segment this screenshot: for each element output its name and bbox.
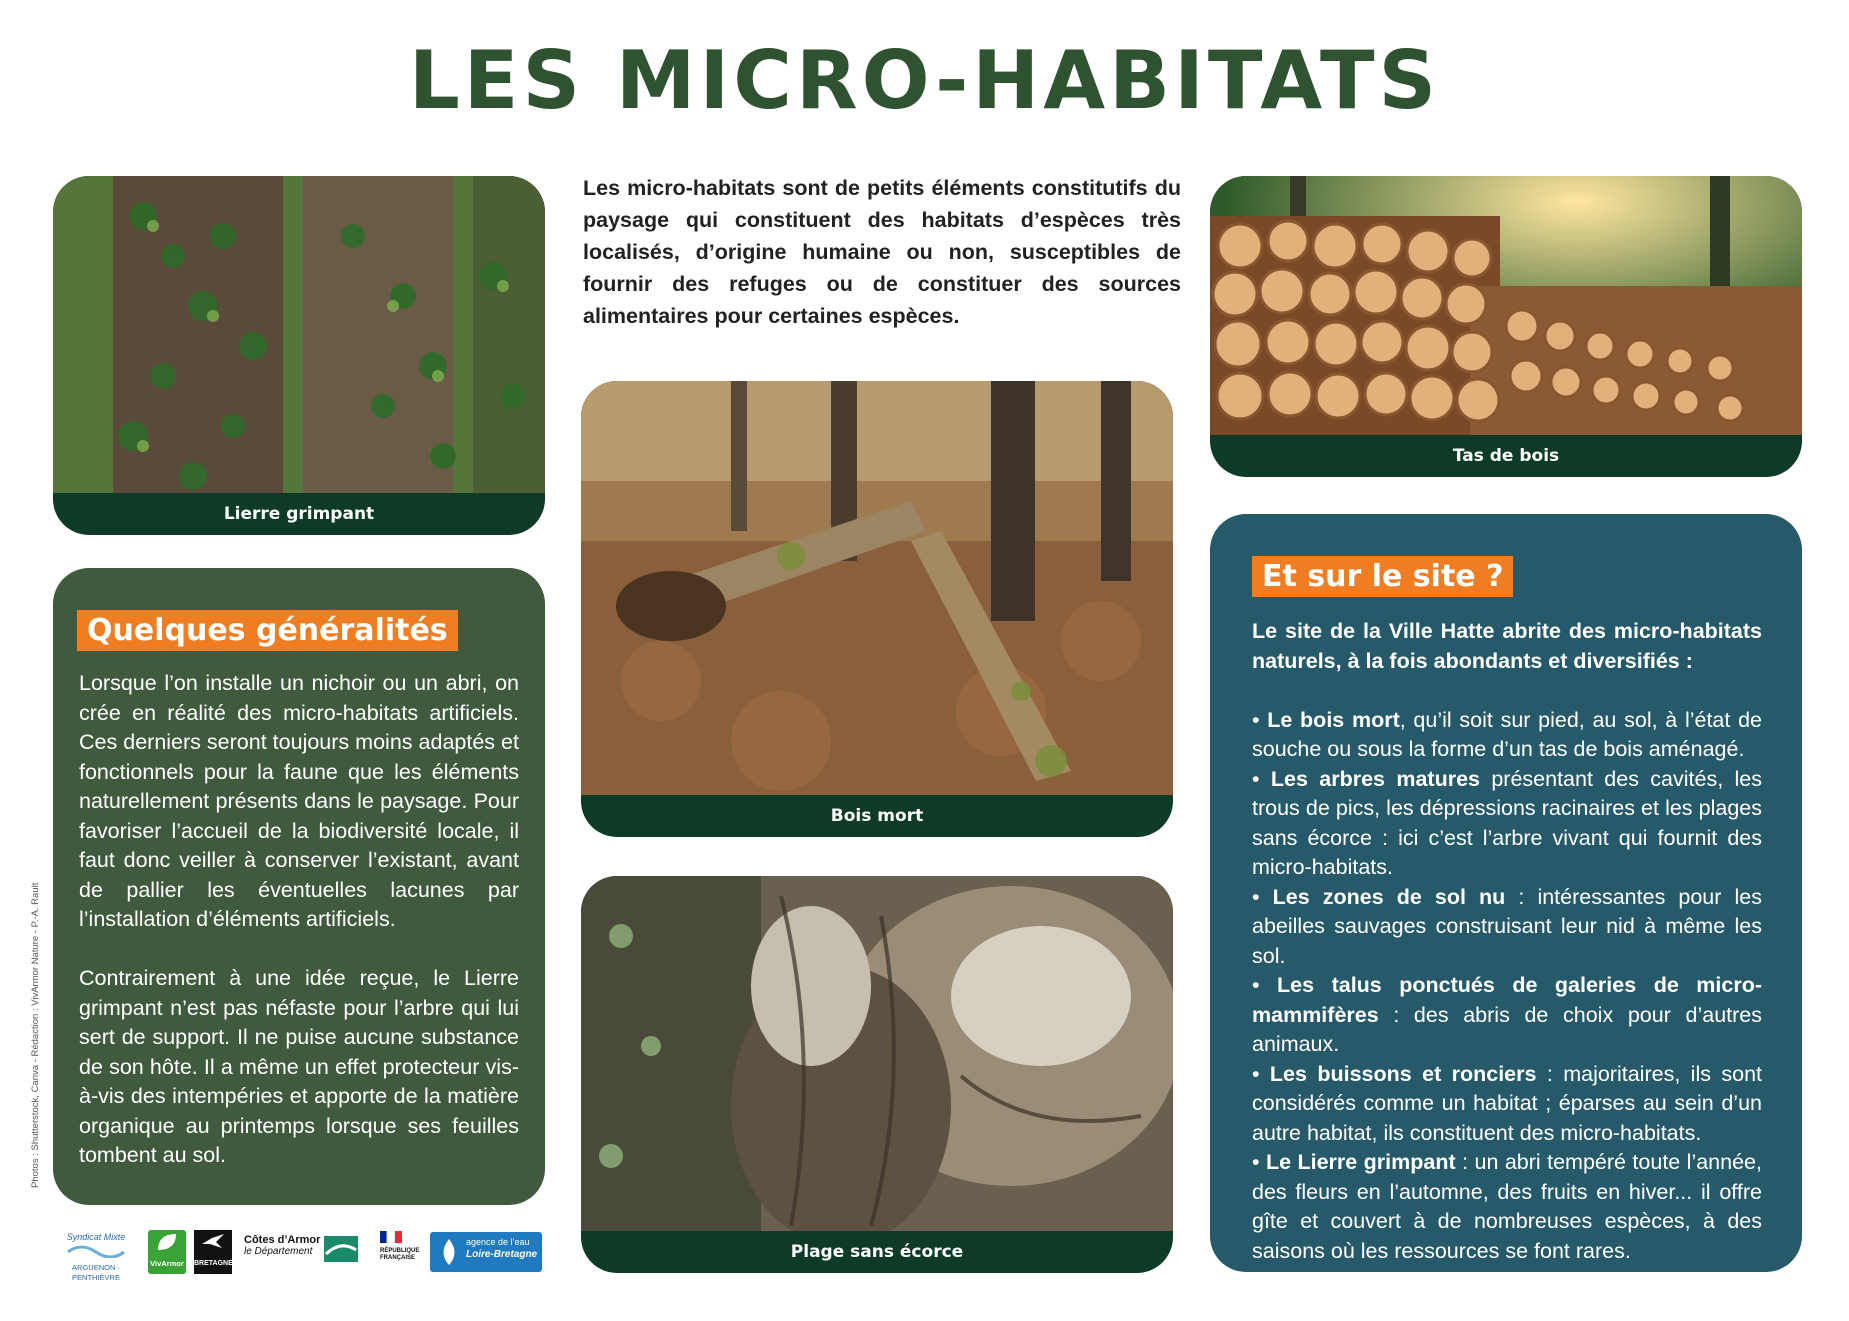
site-item: • Les zones de sol nu : intéressantes pour les abeilles sauvages construisant leur nid à même les sol. (1252, 884, 1762, 968)
water-drop-icon (434, 1237, 464, 1267)
logo-cotes-line2: le Département (244, 1246, 313, 1257)
logo-republique-francaise (380, 1230, 420, 1262)
cotes-armor-emblem (324, 1236, 358, 1262)
photo-card-plage-sans-ecorce (581, 876, 1173, 1273)
generalites-paragraph-1: Lorsque l’on installe un nichoir ou un abri, on crée en réalité des micro-habitats artificiels. Ces derniers seront toujours moins adaptés et fonctionnels pour la faune que les éléments naturellement présents dans le paysage. Pour favoriser l’accueil de la biodiversité locale, il faut donc veiller à conserver l’existant, avant de pallier les éventuelles lacunes par l’installation d’éléments artificiels. (79, 671, 519, 931)
photo-card-tas-de-bois (1210, 176, 1802, 477)
intro-text: Les micro-habitats sont de petits éléments constitutifs du paysage qui constituent des habitats d’espèces très localisés, d’origine humaine ou non, susceptibles de fournir des refuges ou de constituer des sources alimentaires pour certaines espèces. (583, 176, 1181, 328)
logo-agence-line1: agence de l’eau (466, 1237, 530, 1247)
site-item-bold: Le bois mort (1267, 707, 1400, 732)
logo-cotes-line1: Côtes d’Armor (244, 1234, 321, 1246)
logo-syndicat-top: Syndicat Mixte (66, 1232, 126, 1242)
page-title: LES MICRO-HABITATS (408, 34, 1441, 127)
logo-bretagne (194, 1230, 232, 1274)
site-item: • Les arbres matures présentant des cavités, les trous de pics, les dépressions racinaires et les plages sans écorce : ici c’est l’arbre vivant qui fournit des micro-habitats. (1252, 766, 1762, 879)
site-heading: Et sur le site ? (1252, 556, 1513, 597)
photo-card-lierre (53, 176, 545, 535)
photo-tas-de-bois (1210, 176, 1802, 435)
site-item-text: : intéressantes pour les abeilles sauvages construisant leur nid à même les sol. (1252, 884, 1762, 968)
site-item-bold: Les arbres matures (1270, 766, 1480, 791)
partner-logos (52, 1228, 552, 1282)
photo-lierre-grimpant (53, 176, 545, 493)
site-item: • Les talus ponctués de galeries de micro-mammifères : des abris de choix pour d’autres animaux. (1252, 973, 1762, 1056)
logo-cotes-armor (244, 1234, 354, 1274)
photo-credits: Photos : Shutterstock, Canva - Rédaction : VivArmor Nature - P.-A. Rault (30, 882, 41, 1188)
photo-caption-plage: Plage sans écorce (790, 1242, 964, 1262)
photo-caption-bois-mort: Bois mort (830, 806, 924, 826)
wave-icon (66, 1242, 126, 1258)
photo-card-bois-mort (581, 381, 1173, 837)
logo-agence-eau (430, 1232, 542, 1272)
site-item: • Le bois mort, qu’il soit sur pied, au sol, à l’état de souche ou sous la forme d’un tas de bois aménagé. (1252, 707, 1762, 761)
site-item-text: : majoritaires, ils sont considérés comme un habitat ; éparses au sein d’un autre habitat, ils constituent des micro-habitats. (1252, 1061, 1762, 1145)
logo-agence-line2: Loire-Bretagne (466, 1249, 538, 1260)
logo-vivarmor (148, 1230, 186, 1274)
site-item-text: présentant des cavités, les trous de pics, les dépressions racinaires et les plages sans écorce : ici c’est l’arbre vivant qui fournit des micro-habitats. (1252, 766, 1762, 879)
logo-syndicat-mixte (52, 1232, 140, 1283)
logo-syndicat-bottom: ARGUENON · PENTHIÈVRE (72, 1263, 120, 1282)
leaf-icon (154, 1230, 180, 1254)
logo-bretagne-text: BRETAGNE (194, 1260, 233, 1267)
site-item-text: , qu’il soit sur pied, au sol, à l’état de souche ou sous la forme d’un tas de bois aménagé. (1252, 707, 1762, 761)
photo-bois-mort (581, 381, 1173, 795)
site-item-bold: Les zones de sol nu (1272, 884, 1506, 909)
panel-generalites (53, 568, 545, 1205)
site-item-bold: Le Lierre grimpant (1265, 1150, 1456, 1174)
panel-site (1210, 514, 1802, 1272)
french-flag-icon (380, 1231, 402, 1243)
generalites-heading: Quelques généralités (77, 610, 458, 651)
photo-caption-tas-de-bois: Tas de bois (1452, 446, 1560, 466)
site-item-bold: Les talus ponctués de galeries de micro-mammifères (1252, 973, 1762, 1027)
site-item: • Les buissons et ronciers : majoritaires, ils sont considérés comme un habitat ; éparses au sein d’un autre habitat, ils constituent des micro-habitats. (1252, 1061, 1762, 1145)
bird-icon (200, 1230, 226, 1254)
logo-republique-text: RÉPUBLIQUE FRANÇAISE (380, 1248, 420, 1261)
generalites-paragraph-2: Contrairement à une idée reçue, le Lierre grimpant n’est pas néfaste pour l’arbre qui lui sert de support. Il ne puise aucune substance de son hôte. Il a même un effet protecteur vis-à-vis des intempéries et apporte de la matière organique au printemps lorsque ses feuilles tombent au sol. (79, 966, 519, 1167)
site-item-bold: Les buissons et ronciers (1269, 1061, 1537, 1086)
site-item-text: : des abris de choix pour d’autres animaux. (1252, 1002, 1762, 1056)
site-item-text: : un abri tempéré toute l’année, des fleurs en l’automne, des fruits en hiver... il offre gîte et couvert à de nombreuses espèces, à des saisons où les ressources se font rares. (1252, 1150, 1762, 1263)
photo-plage-sans-ecorce (581, 876, 1173, 1231)
photo-caption-lierre: Lierre grimpant (223, 504, 375, 524)
site-intro: Le site de la Ville Hatte abrite des micro-habitats naturels, à la fois abondants et diversifiés : (1252, 619, 1762, 673)
site-item: • Le Lierre grimpant : un abri tempéré toute l’année, des fleurs en l’automne, des fruits en hiver... il offre gîte et couvert à de nombreuses espèces, à des saisons où les ressources se font rares. (1252, 1150, 1762, 1263)
logo-vivarmor-text: VivArmor (150, 1259, 184, 1268)
